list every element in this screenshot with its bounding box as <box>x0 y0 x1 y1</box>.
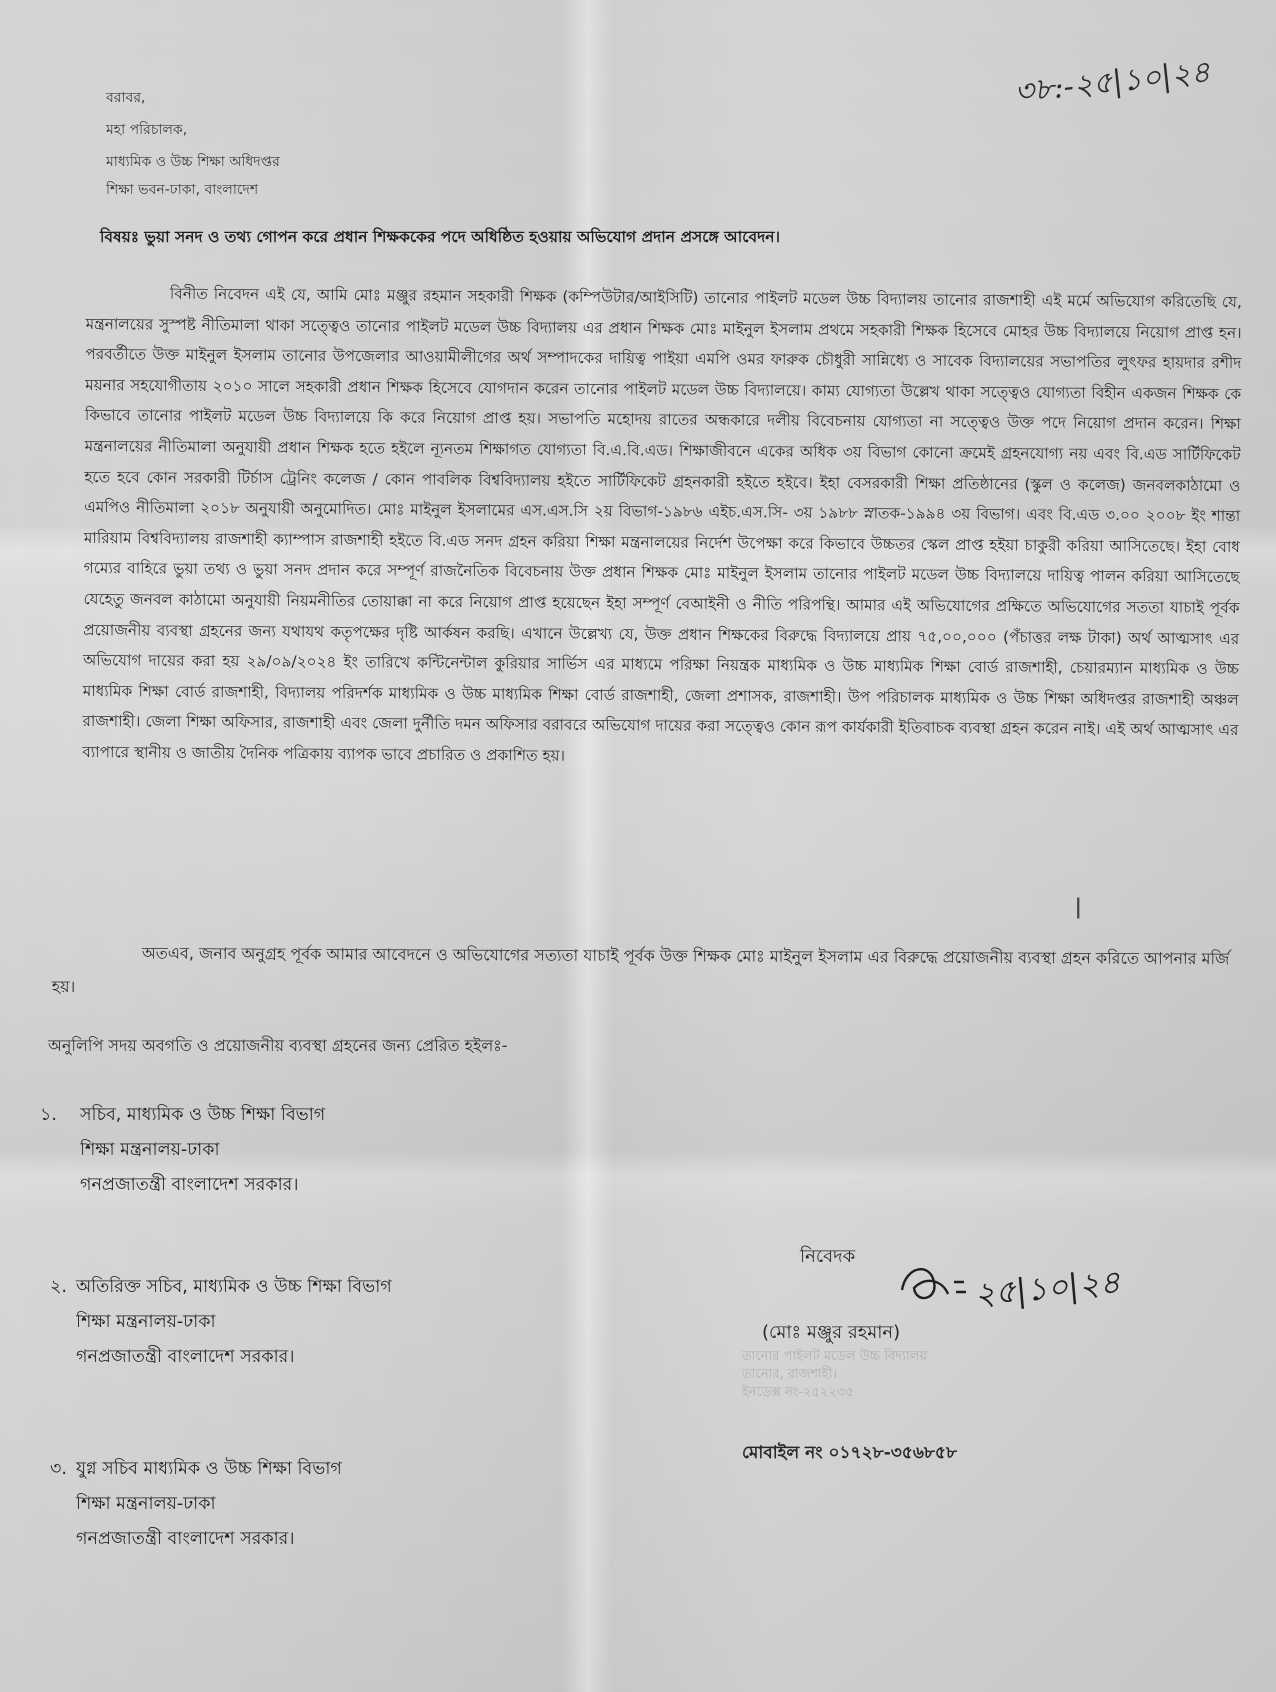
handwritten-signature <box>896 1252 1176 1322</box>
cc-number: ৩. <box>50 1459 67 1479</box>
closing-paragraph: অতএব, জনাব অনুগ্রহ পূর্বক আমার আবেদনে ও অভিযোগের সত্যতা যাচাই পূর্বক উক্ত শিক্ষক মোঃ মাইনুল ইসলাম এর বিরুদ্ধে প্রয়োজনীয় ব্যবস্থা গ্রহন করিতে আপনার মর্জি হয়। <box>51 943 1230 997</box>
svg-text:৩৮:-২৫|১০|২৪: ৩৮:-২৫|১০|২৪ <box>1012 54 1212 110</box>
cc-line: শিক্ষা মন্ত্রনালয়-ঢাকা <box>76 1494 216 1514</box>
recipient-line-3: মাধ্যমিক ও উচ্চ শিক্ষা অধিদপ্তর <box>106 154 280 170</box>
recipient-line-2: মহা পরিচালক, <box>106 122 188 138</box>
cc-line: অতিরিক্ত সচিব, মাধ্যমিক ও উচ্চ শিক্ষা বিভাগ <box>76 1277 392 1297</box>
cc-line: সচিব, মাধ্যমিক ও উচ্চ শিক্ষা বিভাগ <box>80 1105 326 1125</box>
pen-mark-icon: ǀ <box>1075 895 1082 920</box>
faded-stamp: তানোর পাইলট মডেল উচ্চ বিদ্যালয় তানোর, রাজশাহী। ইনডেক্স নং-২৫২২৩৫ <box>742 1349 928 1400</box>
cc-line: গনপ্রজাতন্ত্রী বাংলাদেশ সরকার। <box>76 1347 295 1367</box>
signatory-name: (মোঃ মঞ্জুর রহমান) <box>762 1322 901 1343</box>
cc-line: যুগ্ন সচিব মাধ্যমিক ও উচ্চ শিক্ষা বিভাগ <box>76 1459 342 1479</box>
cc-line: শিক্ষা মন্ত্রনালয়-ঢাকা <box>76 1312 216 1332</box>
cc-intro: অনুলিপি সদয় অবগতি ও প্রয়োজনীয় ব্যবস্থা গ্রহনের জন্য প্রেরিত হইলঃ- <box>48 1036 508 1055</box>
recipient-line-1: বরাবর, <box>106 90 146 106</box>
mobile-number: মোবাইল নং ০১৭২৮-৩৫৬৮৫৮ <box>742 1443 957 1463</box>
cc-line: গনপ্রজাতন্ত্রী বাংলাদেশ সরকার। <box>80 1175 299 1195</box>
signature-date: ২৫|১০|২৪ <box>972 1262 1122 1314</box>
cc-number: ১. <box>40 1105 57 1125</box>
body-paragraph: বিনীত নিবেদন এই যে, আমি মোঃ মঞ্জুর রহমান সহকারী শিক্ষক (কম্পিউটার/আইসিটি) তানোর পাইলট মডেল উচ্চ বিদ্যালয় তানোর রাজশাহী এই মর্মে অভিযোগ করিতেছি যে, মন্ত্রনালয়ের সুস্পষ্ট নীতিমালা থাকা সত্ত্বেও তানোর পাইলট মডেল উচ্চ বিদ্যালয় এর প্রধান শিক্ষক মোঃ মাইনুল ইসলাম প্রথমে সহকারী শিক্ষক হিসেবে মোহর উচ্চ বিদ্যালয়ে নিয়োগ প্রাপ্ত হন। পরবর্তীতে উক্ত মাইনুল ইসলাম তানোর উপজেলার আওয়ামীলীগের অর্থ সম্পাদকের দায়িত্ব পাইয়া এমপি ওমর ফারুক চৌধুরী সান্নিধ্যে ও সাবেক বিদ্যালয়ের সভাপতির লুৎফর হায়দার রশীদ ময়নার সহযোগীতায় ২০১০ সালে সহকারী প্রধান শিক্ষক হিসেবে যোগদান করেন তানোর পাইলট মডেল উচ্চ বিদ্যালয়ে। কাম্য যোগ্যতা উল্লেখ থাকা সত্ত্বেও যোগ্যতা বিহীন একজন শিক্ষক কে কিভাবে তানোর পাইলট মডেল উচ্চ বিদ্যালয়ে কি করে নিয়োগ প্রাপ্ত হয়। সভাপতি মহোদয় রাতের অন্ধকারে দলীয় বিবেচনায় যোগ্যতা না সত্ত্বেও উক্ত পদে নিয়োগ প্রদান করেন। শিক্ষা মন্ত্রনালয়ের নীতিমালা অনুযায়ী প্রধান শিক্ষক হতে হইলে ন্যূনতম শিক্ষাগত যোগ্যতা বি.এ.বি.এড। শিক্ষাজীবনে একের অধিক ৩য় বিভাগ কোনো ক্রমেই গ্রহনযোগ্য নয় এবং বি.এড সার্টিফিকেট হতে হবে কোন সরকারী টির্চাস ট্রেনিং কলেজ / কোন পাবলিক বিশ্ববিদ্যালয় হইতে সার্টিফিকেট গ্রহনকারী হইতে হইবে। ইহা বেসরকারী শিক্ষা প্রতিষ্ঠানের (স্কুল ও কলেজ) জনবলকাঠামো ও এমপিও নীতিমালা ২০১৮ অনুযায়ী অনুমোদিত। মোঃ মাইনুল ইসলামের এস.এস.সি ২য় বিভাগ-১৯৮৬ এইচ.এস.সি- ৩য় ১৯৮৮ স্নাতক-১৯৯৪ ৩য় বিভাগ। এবং বি.এড ৩.০০ ২০০৮ ইং শান্তা মারিয়াম বিশ্ববিদ্যালয় রাজশাহী ক্যাম্পাস রাজশাহী হইতে বি.এড সনদ গ্রহন করিয়া শিক্ষা মন্ত্রনালয়ের নির্দেশ উপেক্ষা করে কিভাবে উচ্চতর স্কেল প্রাপ্ত হইয়া চাকুরী করিয়া আসিতেছে। ইহা বোধ গম্যের বাহিরে ভুয়া তথ্য ও ভুয়া সনদ প্রদান করে সম্পূর্ণ রাজনৈতিক বিবেচনায় উক্ত প্রধান শিক্ষক মোঃ মাইনুল ইসলাম তানোর পাইলট মডেল উচ্চ বিদ্যালয়ে দায়িত্ব পালন করিয়া আসিতেছে যেহেতু জনবল কাঠামো অনুযায়ী নিয়মনীতির তোয়াক্কা না করে নিয়োগ প্রাপ্ত হয়েছেন ইহা সম্পূর্ণ বেআইনী ও নীতি পরিপন্থি। আমার এই অভিযোগের প্রক্ষিতে অভিযোগের সততা যাচাই পূর্বক প্রয়োজনীয় ব্যবস্থা গ্রহনের জন্য যথাযথ কতৃপক্ষের দৃষ্টি আর্কষন করছি। এখানে উল্লেখ্য যে, উক্ত প্রধান শিক্ষকের বিরুদ্ধে বিদ্যালয়ে প্রায় ৭৫,০০,০০০ (পঁচাত্তর লক্ষ টাকা) অর্থ আত্মসাৎ এর অভিযোগ দায়ের করা হয় ২৯/০৯/২০২৪ ইং তারিখে কন্টিনেন্টাল কুরিয়ার সার্ভিস এর মাধ্যমে পরিক্ষা নিয়ন্ত্রক মাধ্যমিক ও উচ্চ মাধ্যমিক শিক্ষা বোর্ড রাজশাহী, চেয়ারম্যান মাধ্যমিক ও উচ্চ মাধ্যমিক শিক্ষা বোর্ড রাজশাহী, বিদ্যালয় পরিদর্শক মাধ্যমিক ও উচ্চ মাধ্যমিক শিক্ষা বোর্ড রাজশাহী, জেলা প্রশাসক, রাজশাহী। উপ পরিচালক মাধ্যমিক ও উচ্চ শিক্ষা অধিদপ্তর রাজশাহী অঞ্চল রাজশাহী। জেলা শিক্ষা অফিসার, রাজশাহী এবং জেলা দুর্নীতি দমন অফিসার বরাবরে অভিযোগ দায়ের করা সত্ত্বেও কোন রূপ কার্যকারী ইতিবাচক ব্যবস্থা গ্রহন করেন নাই। এই অর্থ আত্মসাৎ এর ব্যাপারে স্থানীয় ও জাতীয় দৈনিক পত্রিকায় ব্যাপক ভাবে প্রচারিত ও প্রকাশিত হয়। <box>82 284 1242 765</box>
signature-label: নিবেদক <box>800 1246 856 1267</box>
cc-number: ২. <box>50 1277 67 1297</box>
cc-line: গনপ্রজাতন্ত্রী বাংলাদেশ সরকার। <box>76 1529 295 1549</box>
handwritten-memo-ref <box>1010 50 1250 110</box>
subject-line: বিষয়ঃ ভুয়া সনদ ও তথ্য গোপন করে প্রধান শিক্ষককের পদে অধিষ্ঠিত হওয়ায় অভিযোগ প্রদান প্রসঙ্গে আবেদন। <box>100 228 781 246</box>
cc-line: শিক্ষা মন্ত্রনালয়-ঢাকা <box>80 1140 220 1160</box>
recipient-line-4: শিক্ষা ভবন-ঢাকা, বাংলাদেশ <box>106 182 259 198</box>
